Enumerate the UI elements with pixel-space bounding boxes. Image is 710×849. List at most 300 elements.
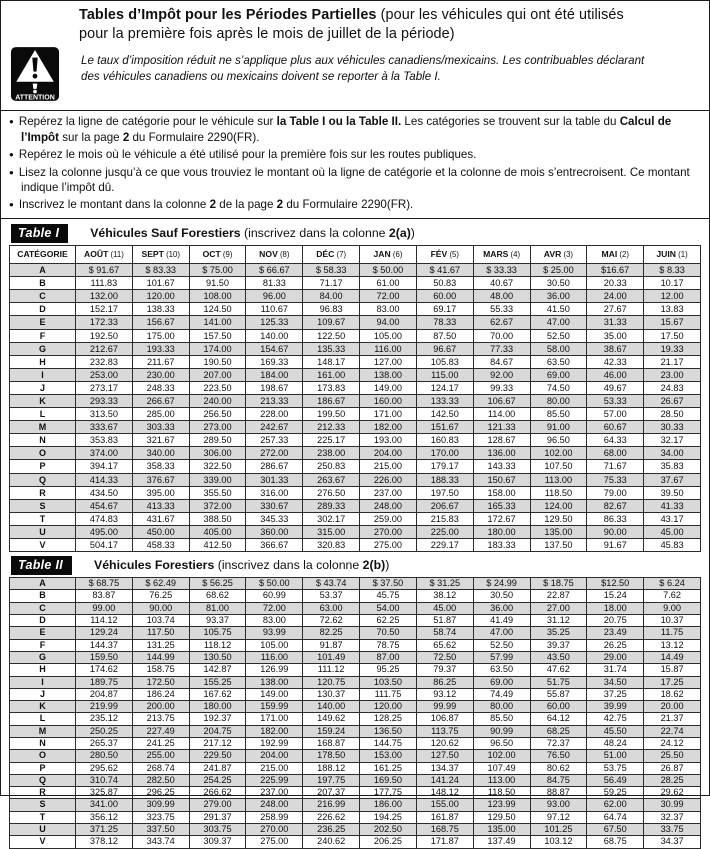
table-row [10,799,701,811]
tax-amount-cell: 167.62 [189,688,246,700]
tax-amount-cell: 378.12 [76,836,133,848]
tax-amount-cell: 115.00 [416,368,473,381]
tax-amount-cell: $12.50 [587,578,644,590]
attention-text: Le taux d’imposition réduit ne s’applique plus aux véhicules canadiens/mexicains. Les contribuables déclarant des véhicules canadiens ou mexicains doivent se reporter à la Table I. [81,54,645,83]
tax-amount-cell: 340.00 [132,447,189,460]
tax-amount-cell: 70.50 [360,627,417,639]
tax-amount-cell: 42.75 [587,713,644,725]
table-row [10,290,701,303]
tax-amount-cell: 279.00 [189,799,246,811]
tax-amount-cell: 360.00 [246,525,303,538]
tax-amount-cell: 211.67 [132,355,189,368]
tax-amount-cell: 133.33 [416,395,473,408]
tax-amount-cell: 93.00 [530,799,587,811]
table-row [10,316,701,329]
tax-amount-cell: 226.00 [360,473,417,486]
table-row [10,590,701,602]
tax-amount-cell: 113.00 [473,774,530,786]
tax-amount-cell: 323.75 [132,811,189,823]
tax-amount-cell: 32.37 [644,811,701,823]
tax-amount-cell: 171.87 [416,836,473,848]
tax-amount-cell: 172.33 [76,316,133,329]
tax-amount-cell: 168.75 [416,824,473,836]
tax-amount-cell: 83.00 [360,303,417,316]
tax-amount-cell: 93.99 [246,627,303,639]
tax-amount-cell: 229.50 [189,750,246,762]
tax-amount-cell: 138.33 [132,303,189,316]
tax-amount-cell: 183.33 [473,539,530,552]
tax-amount-cell: 315.00 [303,525,360,538]
table-row [10,750,701,762]
tax-amount-cell: 118.12 [189,639,246,651]
tax-amount-cell: 301.33 [246,473,303,486]
tax-amount-cell: 286.67 [246,460,303,473]
category-cell: K [10,395,76,408]
tax-amount-cell: 136.50 [360,725,417,737]
tax-amount-cell: 93.37 [189,615,246,627]
tax-amount-cell: 82.67 [587,499,644,512]
tax-amount-cell: 138.00 [246,676,303,688]
table1-badge: Table I [11,224,68,243]
tax-amount-cell: 123.99 [473,799,530,811]
tax-amount-cell: 412.50 [189,539,246,552]
tax-amount-cell: 96.50 [530,434,587,447]
tax-amount-cell: 188.33 [416,473,473,486]
table-row [10,725,701,737]
tax-amount-cell: 152.17 [76,303,133,316]
tax-amount-cell: 266.67 [132,395,189,408]
tax-amount-cell: 40.67 [473,277,530,290]
tax-amount-cell: 69.00 [530,368,587,381]
category-cell: S [10,499,76,512]
tax-amount-cell: 325.87 [76,787,133,799]
tax-amount-cell: 197.75 [303,774,360,786]
tax-amount-cell: 339.00 [189,473,246,486]
page-title-rest: (pour les véhicules qui ont été utilisés pour la première fois après le mois de juillet de la période) [79,7,624,42]
tax-amount-cell: 202.50 [360,824,417,836]
tax-amount-cell: 72.00 [360,290,417,303]
category-cell: I [10,676,76,688]
instruction-item: ● Repérez le mois où le véhicule a été utilisé pour la première fois sur les routes publiques. [9,148,701,164]
tax-amount-cell: 156.67 [132,316,189,329]
tax-amount-cell: 127.00 [360,355,417,368]
tax-amount-cell: 94.00 [360,316,417,329]
tax-amount-cell: 99.00 [76,602,133,614]
tax-amount-cell: $ 37.50 [360,578,417,590]
tax-amount-cell: 206.67 [416,499,473,512]
tax-amount-cell: 35.00 [587,329,644,342]
tax-amount-cell: 22.87 [530,590,587,602]
category-cell: S [10,799,76,811]
tax-amount-cell: 92.00 [473,368,530,381]
tax-amount-cell: 137.49 [473,836,530,848]
table1-header-row [10,246,701,264]
tax-amount-cell: 13.83 [644,303,701,316]
tax-amount-cell: 83.00 [246,615,303,627]
tax-amount-cell: 129.24 [76,627,133,639]
tax-amount-cell: 45.75 [360,590,417,602]
tax-amount-cell: 215.00 [360,460,417,473]
tax-amount-cell: 20.33 [587,277,644,290]
instruction-item: ● Lisez la colonne jusqu’à ce que vous trouviez le montant où la ligne de catégorie et la colonne de mois s’entrecroisent. Ce montant indique l’impôt dû. [9,166,701,196]
tax-amount-cell: 80.00 [530,395,587,408]
table2-title-mid: (inscrivez dans la colonne [214,558,363,573]
tax-amount-cell: 72.50 [416,651,473,663]
category-cell: T [10,811,76,823]
tax-amount-cell: 75.33 [587,473,644,486]
tax-amount-cell: 431.67 [132,512,189,525]
tax-amount-cell: 9.00 [644,602,701,614]
table2-title [94,558,389,572]
tax-amount-cell: $ 83.33 [132,264,189,277]
tax-amount-cell: 91.50 [189,277,246,290]
category-column-header: CATÉGORIE [10,246,76,264]
category-cell: P [10,762,76,774]
tax-amount-cell: 388.50 [189,512,246,525]
tax-amount-cell: 227.49 [132,725,189,737]
tax-amount-cell: 61.00 [360,277,417,290]
tax-amount-cell: 434.50 [76,486,133,499]
month-column-header: NOV (8) [246,246,303,264]
tax-amount-cell: 135.33 [303,342,360,355]
tax-amount-cell: 68.25 [530,725,587,737]
tax-amount-cell: 31.33 [587,316,644,329]
tax-amount-cell: 95.25 [360,664,417,676]
tax-amount-cell: 47.00 [530,316,587,329]
table-row [10,525,701,538]
table-row [10,701,701,713]
table1-title-name: Véhicules Sauf Forestiers [90,226,241,241]
tax-amount-cell: 155.25 [189,676,246,688]
category-cell: H [10,355,76,368]
tax-amount-cell: 47.00 [473,627,530,639]
tax-amount-cell: 149.00 [246,688,303,700]
tax-amount-cell: 120.62 [416,737,473,749]
tax-amount-cell: 413.33 [132,499,189,512]
tax-amount-cell: 109.67 [303,316,360,329]
tax-amount-cell: 330.67 [246,499,303,512]
tax-amount-cell: 259.00 [360,512,417,525]
table1-title-end: ) [410,226,415,241]
tax-amount-cell: 207.00 [189,368,246,381]
tax-amount-cell: 96.83 [303,303,360,316]
tax-amount-cell: 204.87 [76,688,133,700]
tax-amount-cell: 241.87 [189,762,246,774]
tax-amount-cell: 374.00 [76,447,133,460]
tax-amount-cell: 212.67 [76,342,133,355]
tax-amount-cell: 151.67 [416,421,473,434]
tax-amount-cell: 144.75 [360,737,417,749]
tax-amount-cell: 273.00 [189,421,246,434]
tax-amount-cell: 111.75 [360,688,417,700]
table-row [10,627,701,639]
tax-amount-cell: 129.50 [473,811,530,823]
tax-amount-cell: 117.50 [132,627,189,639]
tax-amount-cell: 257.33 [246,434,303,447]
tax-amount-cell: 254.25 [189,774,246,786]
instruction-item: ● Inscrivez le montant dans la colonne 2 de la page 2 du Formulaire 2290(FR). [9,198,701,214]
tax-amount-cell: 141.24 [416,774,473,786]
table-row [10,824,701,836]
tax-amount-cell: 55.87 [530,688,587,700]
tax-amount-cell: 70.00 [473,329,530,342]
tax-amount-cell: 229.17 [416,539,473,552]
tax-amount-cell: 161.87 [416,811,473,823]
table-row [10,303,701,316]
tax-amount-cell: 50.83 [416,277,473,290]
tax-amount-cell: 454.67 [76,499,133,512]
month-column-header: AOÛT (11) [76,246,133,264]
tax-amount-cell: 102.00 [473,750,530,762]
tax-amount-cell: 144.37 [76,639,133,651]
tax-amount-cell: 306.00 [189,447,246,460]
tax-amount-cell: 217.12 [189,737,246,749]
tax-amount-cell: 45.00 [416,602,473,614]
tax-amount-cell: 31.74 [587,664,644,676]
tax-amount-cell: 142.87 [189,664,246,676]
tax-amount-cell: 49.67 [587,381,644,394]
table-row [10,664,701,676]
tax-amount-cell: 118.50 [473,787,530,799]
table-row [10,434,701,447]
table2-title-name: Véhicules Forestiers [94,558,215,573]
tax-amount-cell: 186.67 [303,395,360,408]
tax-amount-cell: 158.00 [473,486,530,499]
tax-amount-cell: 57.99 [473,651,530,663]
tax-amount-cell: 129.50 [530,512,587,525]
category-cell: Q [10,473,76,486]
tax-amount-cell: 79.37 [416,664,473,676]
tax-amount-cell: 29.62 [644,787,701,799]
tax-amount-cell: 34.37 [644,836,701,848]
tax-amount-cell: 51.87 [416,615,473,627]
table-row [10,264,701,277]
tax-amount-cell: 289.50 [189,434,246,447]
table-row [10,539,701,552]
tax-amount-cell: 118.50 [530,486,587,499]
tax-amount-cell: 135.00 [473,824,530,836]
tax-amount-cell: 157.50 [189,329,246,342]
tax-amount-cell: 71.17 [303,277,360,290]
tax-amount-cell: 87.50 [416,329,473,342]
tax-amount-cell: 178.50 [303,750,360,762]
tax-amount-cell: 87.00 [360,651,417,663]
tax-amount-cell: 303.33 [132,421,189,434]
tax-table-logging [9,577,701,849]
tax-amount-cell: 63.50 [473,664,530,676]
tax-amount-cell: 161.25 [360,762,417,774]
tax-amount-cell: 62.25 [360,615,417,627]
category-cell: I [10,368,76,381]
tax-amount-cell: 132.00 [76,290,133,303]
category-cell: D [10,303,76,316]
tax-amount-cell: 14.49 [644,651,701,663]
tax-amount-cell: 38.12 [416,590,473,602]
tax-amount-cell: 105.00 [360,329,417,342]
tax-amount-cell: 226.62 [303,811,360,823]
category-cell: R [10,486,76,499]
tax-amount-cell: 303.75 [189,824,246,836]
tax-amount-cell: 107.50 [530,460,587,473]
tax-amount-cell: 258.99 [246,811,303,823]
category-cell: T [10,512,76,525]
tax-amount-cell: 91.67 [587,539,644,552]
tax-amount-cell: $ 91.67 [76,264,133,277]
tax-amount-cell: 36.00 [530,290,587,303]
table-row [10,381,701,394]
tax-amount-cell: 366.67 [246,539,303,552]
tax-amount-cell: 240.00 [189,395,246,408]
category-cell: A [10,264,76,277]
tax-amount-cell: 74.49 [473,688,530,700]
tax-amount-cell: 41.33 [644,499,701,512]
tax-amount-cell: 358.33 [132,460,189,473]
page-title-bold: Tables d’Impôt pour les Périodes Partielles [79,7,377,23]
tax-amount-cell: 225.17 [303,434,360,447]
tax-amount-cell: 193.00 [360,434,417,447]
tax-amount-cell: 81.33 [246,277,303,290]
table-row [10,355,701,368]
tax-amount-cell: 137.50 [530,539,587,552]
category-cell: Q [10,774,76,786]
tax-amount-cell: 62.67 [473,316,530,329]
tax-amount-cell: $ 18.75 [530,578,587,590]
tax-amount-cell: 180.00 [189,701,246,713]
tax-amount-cell: 68.62 [189,590,246,602]
tax-amount-cell: 142.50 [416,408,473,421]
tax-amount-cell: 86.33 [587,512,644,525]
category-cell: G [10,342,76,355]
divider [1,110,709,111]
tax-amount-cell: 20.75 [587,615,644,627]
tax-amount-cell: 242.67 [246,421,303,434]
tax-amount-cell: 28.25 [644,774,701,786]
tax-amount-cell: 265.37 [76,737,133,749]
tax-amount-cell: 155.00 [416,799,473,811]
tax-amount-cell: 295.62 [76,762,133,774]
tax-amount-cell: 320.83 [303,539,360,552]
tax-amount-cell: 15.67 [644,316,701,329]
tax-amount-cell: 248.00 [246,799,303,811]
tax-amount-cell: 56.49 [587,774,644,786]
tax-amount-cell: $16.67 [587,264,644,277]
table-row [10,329,701,342]
tax-amount-cell: 37.25 [587,688,644,700]
tax-amount-cell: 192.99 [246,737,303,749]
tax-amount-cell: 302.17 [303,512,360,525]
tax-amount-cell: 54.00 [360,602,417,614]
tax-amount-cell: 72.00 [246,602,303,614]
tax-amount-cell: 128.67 [473,434,530,447]
tax-amount-cell: 180.00 [473,525,530,538]
tax-amount-cell: 25.50 [644,750,701,762]
tax-amount-cell: 57.00 [587,408,644,421]
tax-amount-cell: 280.50 [76,750,133,762]
tax-amount-cell: 232.83 [76,355,133,368]
tax-amount-cell: 96.00 [246,290,303,303]
tax-amount-cell: 41.50 [530,303,587,316]
month-column-header: MAI (2) [587,246,644,264]
tax-amount-cell: 58.74 [416,627,473,639]
tax-amount-cell: 131.25 [132,639,189,651]
tax-amount-cell: 111.12 [303,664,360,676]
tax-amount-cell: 63.50 [530,355,587,368]
attention-icon [10,46,60,102]
table-row [10,277,701,290]
tax-amount-cell: 51.75 [530,676,587,688]
tax-amount-cell: 90.99 [473,725,530,737]
tax-amount-cell: 84.75 [530,774,587,786]
tax-amount-cell: 310.74 [76,774,133,786]
tax-amount-cell: 127.50 [416,750,473,762]
tax-amount-cell: 23.00 [644,368,701,381]
tax-amount-cell: 134.37 [416,762,473,774]
tax-amount-cell: 240.62 [303,836,360,848]
tax-amount-cell: 69.17 [416,303,473,316]
tax-amount-cell: 238.00 [303,447,360,460]
tax-amount-cell: 30.50 [530,277,587,290]
tax-amount-cell: 140.00 [303,701,360,713]
table-row [10,395,701,408]
tax-amount-cell: 108.00 [189,290,246,303]
tax-amount-cell: 27.00 [530,602,587,614]
table-row [10,688,701,700]
table-row [10,447,701,460]
instructions-list [9,115,701,214]
tax-amount-cell: 255.00 [132,750,189,762]
tax-amount-cell: 48.24 [587,737,644,749]
table-row [10,602,701,614]
table-row [10,774,701,786]
tax-amount-cell: 223.50 [189,381,246,394]
tax-amount-cell: 504.17 [76,539,133,552]
tax-amount-cell: 23.49 [587,627,644,639]
tax-amount-cell: 78.75 [360,639,417,651]
tax-amount-cell: 316.00 [246,486,303,499]
tax-amount-cell: 53.33 [587,395,644,408]
tax-amount-cell: 197.50 [416,486,473,499]
category-cell: O [10,750,76,762]
tax-amount-cell: 63.00 [303,602,360,614]
tax-amount-cell: 241.25 [132,737,189,749]
tax-amount-cell: 149.00 [360,381,417,394]
tax-amount-cell: 38.67 [587,342,644,355]
tax-amount-cell: $ 50.00 [360,264,417,277]
tax-amount-cell: 110.67 [246,303,303,316]
tax-amount-cell: 62.00 [587,799,644,811]
tax-amount-cell: 169.33 [246,355,303,368]
table-row [10,499,701,512]
tax-amount-cell: 174.00 [189,342,246,355]
tax-amount-cell: 159.24 [303,725,360,737]
tax-amount-cell: 34.50 [587,676,644,688]
instruction-item: ● Repérez la ligne de catégorie pour le véhicule sur la Table I ou la Table II. Les catégories se trouvent sur la table du Calcul de l’Impôt sur la page 2 du Formulaire 2290(FR). [9,115,701,145]
tax-amount-cell: 17.25 [644,676,701,688]
tax-amount-cell: 248.00 [360,499,417,512]
tax-amount-cell: 186.24 [132,688,189,700]
category-cell: V [10,836,76,848]
tax-amount-cell: 101.67 [132,277,189,290]
tax-amount-cell: 74.50 [530,381,587,394]
category-cell: C [10,290,76,303]
tax-amount-cell: 37.67 [644,473,701,486]
tax-amount-cell: 149.62 [303,713,360,725]
tax-amount-cell: 159.50 [76,651,133,663]
tax-amount-cell: 160.83 [416,434,473,447]
tax-amount-cell: 80.00 [473,701,530,713]
category-cell: E [10,627,76,639]
month-column-header: DÉC (7) [303,246,360,264]
